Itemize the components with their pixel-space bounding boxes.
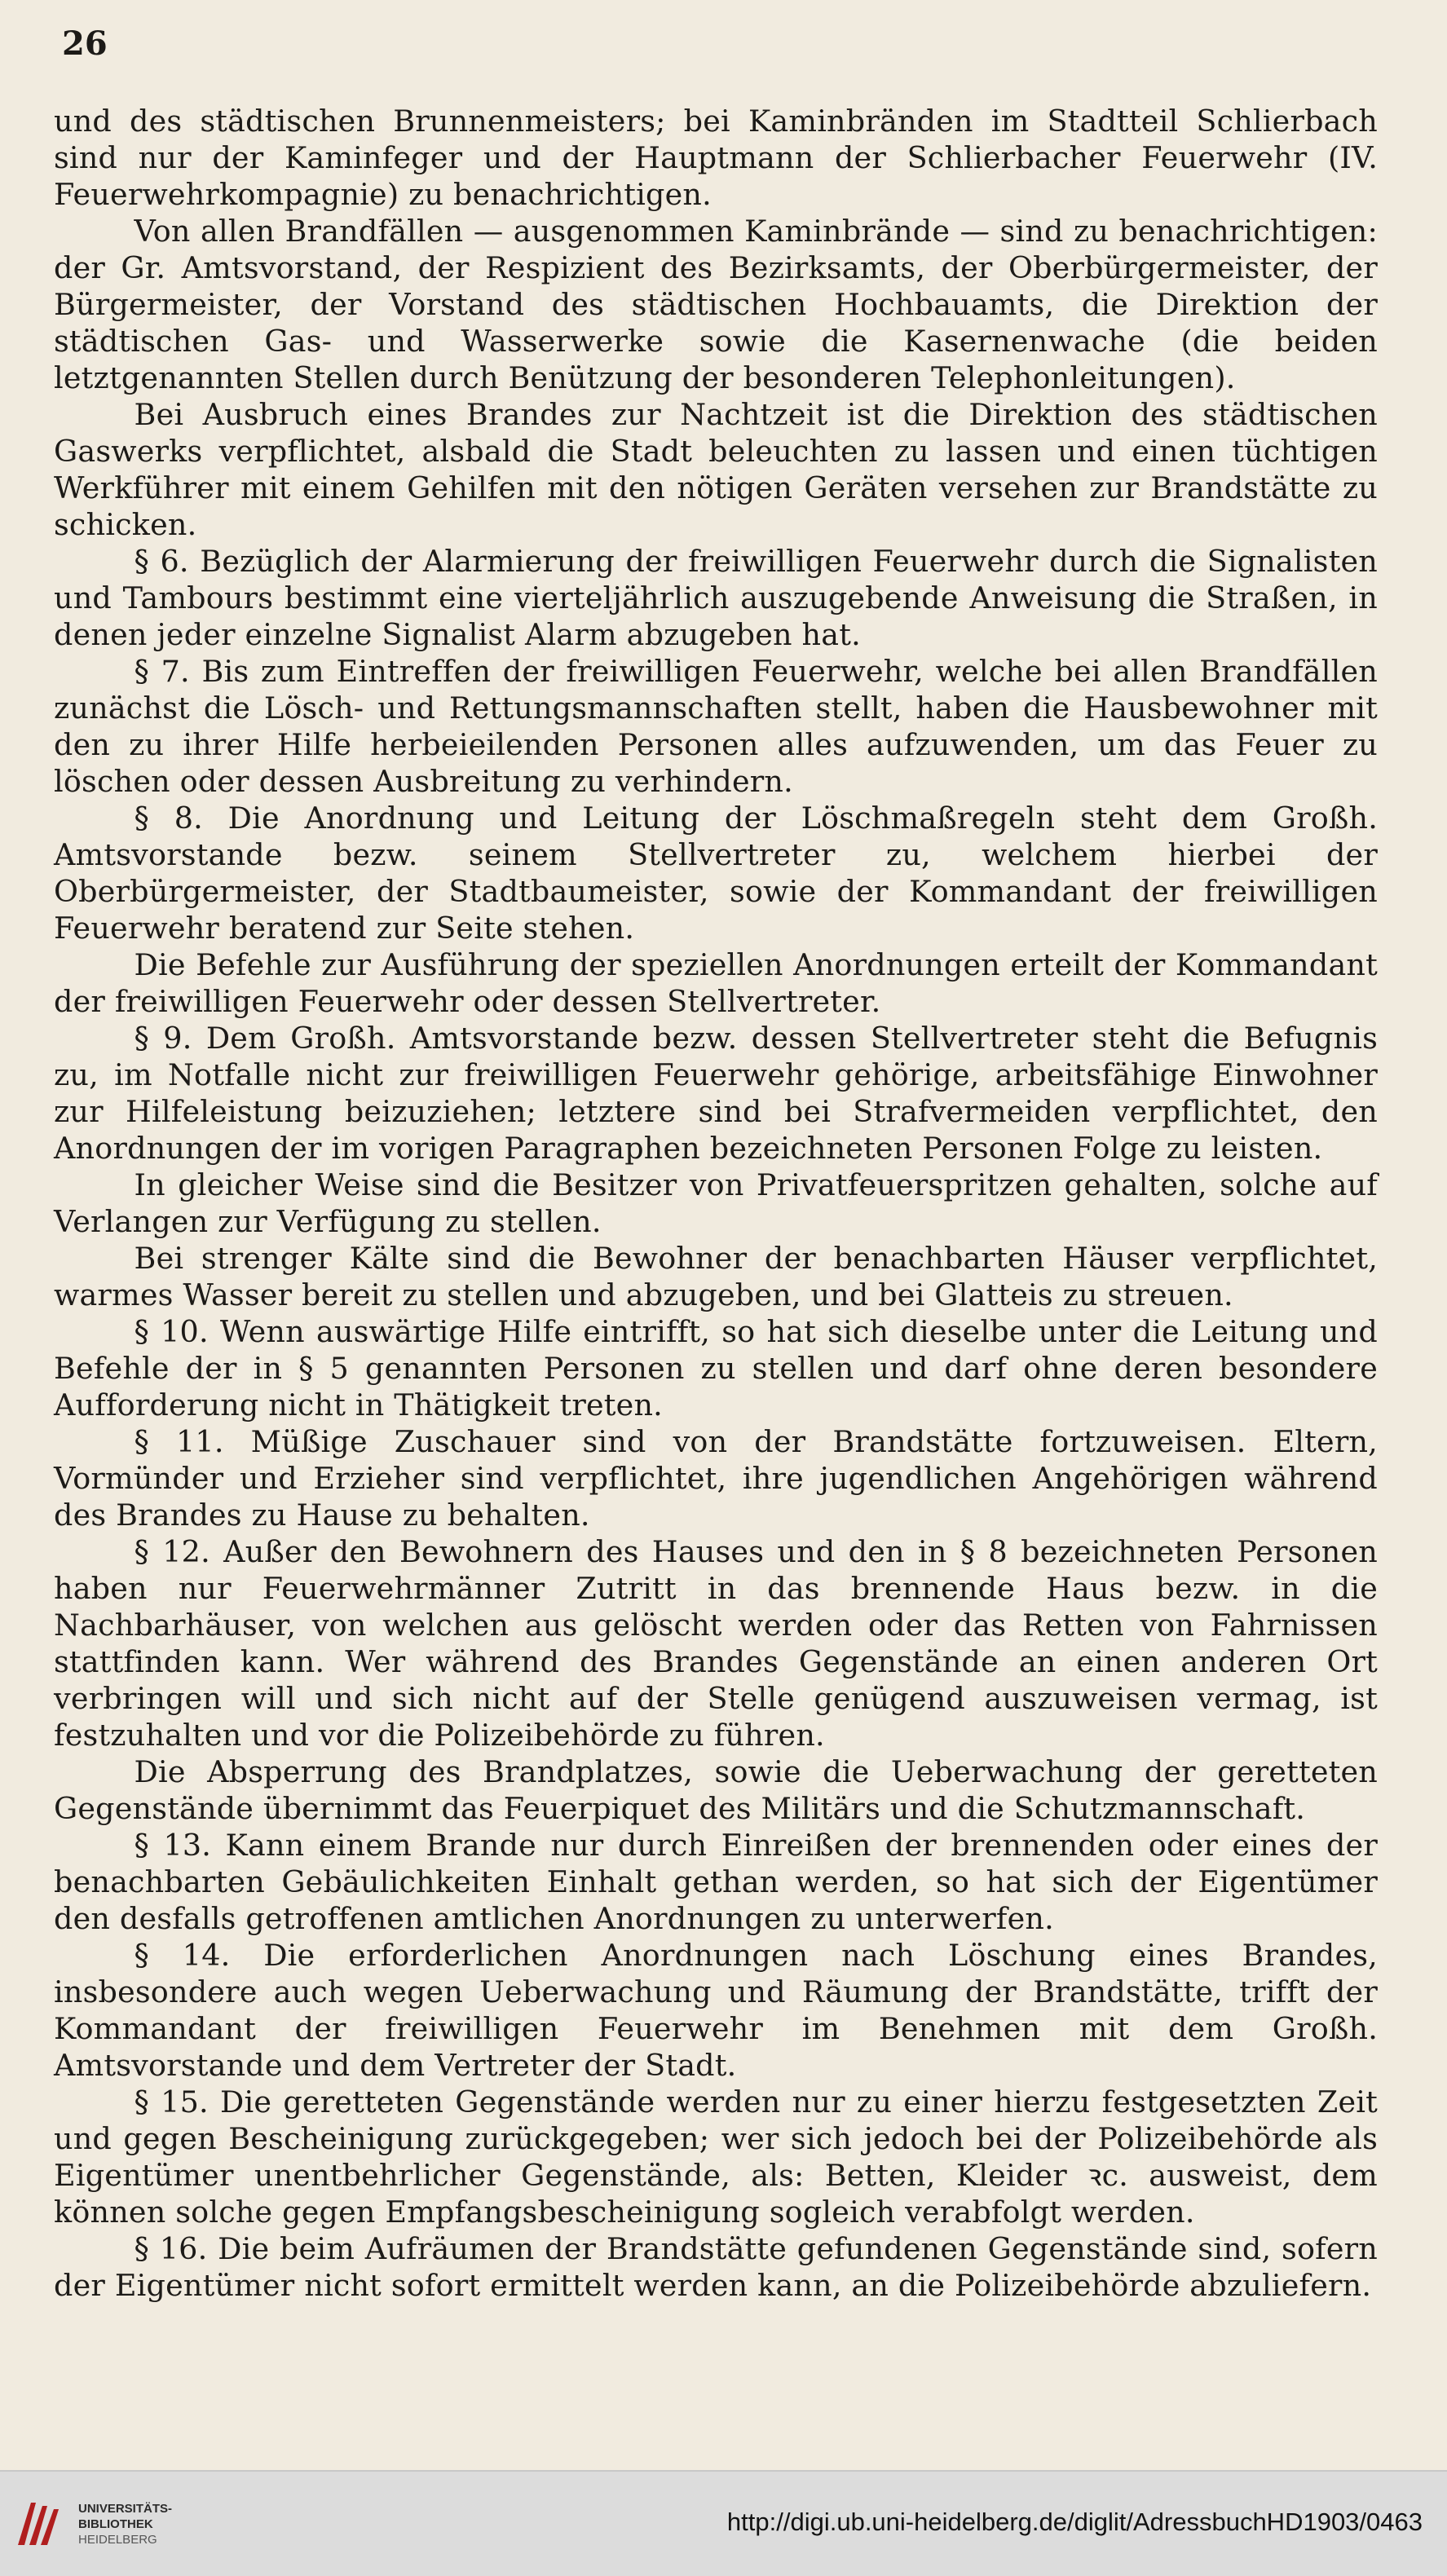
section-9-paragraph-3: Bei strenger Kälte sind die Bewohner der benachbarten Häuser verpflichtet, warmes Wasser bereit zu stellen und abzugeben, und bei Glatteis zu streuen. xyxy=(54,1241,1378,1312)
section-13: § 13. Kann einem Brande nur durch Einreißen der brennenden oder eines der benachbarten Gebäulichkeiten Einhalt gethan werden, so hat sich der Eigentümer den desfalls getroffenen amtlichen Anordnungen zu unterwerfen. xyxy=(54,1828,1378,1936)
library-logo-icon xyxy=(13,2498,65,2550)
section-8-paragraph-2: Die Befehle zur Ausführung der speziellen Anordnungen erteilt der Kommandant der freiwilligen Feuerwehr oder dessen Stellvertreter. xyxy=(54,947,1378,1019)
section-11: § 11. Müßige Zuschauer sind von der Brandstätte fortzuweisen. Eltern, Vormünder und Erzieher sind verpflichtet, ihre jugendlichen Angehörigen während des Brandes zu Hause zu behalten. xyxy=(54,1424,1378,1533)
library-name-line-2: BIBLIOTHEK xyxy=(78,2517,153,2531)
section-6: § 6. Bezüglich der Alarmierung der freiwilligen Feuerwehr durch die Signalisten und Tambours bestimmt eine vierteljährlich auszugebende Anweisung die Straßen, in denen jeder einzelne Signalist Alarm abzugeben hat. xyxy=(54,544,1378,652)
section-7: § 7. Bis zum Eintreffen der freiwilligen Feuerwehr, welche bei allen Brandfällen zunächst die Lösch- und Rettungsmannschaften stellt, haben die Hausbewohner mit den zu ihrer Hilfe herbeieilenden Personen alles aufzuwenden, um das Feuer zu löschen oder dessen Ausbreitung zu verhindern. xyxy=(54,654,1378,799)
paragraph-3: Bei Ausbruch eines Brandes zur Nachtzeit ist die Direktion des städtischen Gaswerks verpflichtet, alsbald die Stadt beleuchten zu lassen und einen tüchtigen Werkführer mit einem Gehilfen mit den nötigen Geräten versehen zur Brandstätte zu schicken. xyxy=(54,397,1378,542)
body-text xyxy=(54,103,1378,2304)
library-name-line-1: UNIVERSITÄTS- xyxy=(78,2502,173,2516)
section-12: § 12. Außer den Bewohnern des Hauses und den in § 8 bezeichneten Personen haben nur Feuerwehrmänner Zutritt in das brennende Haus bezw. in die Nachbarhäuser, von welchen aus gelöscht werden oder das Retten von Fahrnissen stattfinden kann. Wer während des Brandes Gegenstände an einen anderen Ort verbringen will und sich nicht auf der Stelle genügend auszuweisen vermag, ist festzuhalten und vor die Polizeibehörde zu führen. xyxy=(54,1534,1378,1753)
section-8: § 8. Die Anordnung und Leitung der Löschmaßregeln steht dem Großh. Amtsvorstande bezw. seinem Stellvertreter zu, welchem hierbei der Oberbürgermeister, der Stadtbaumeister, sowie der Kommandant der freiwilligen Feuerwehr beratend zur Seite stehen. xyxy=(54,801,1378,946)
library-name xyxy=(78,2501,172,2547)
section-16: § 16. Die beim Aufräumen der Brandstätte gefundenen Gegenstände sind, sofern der Eigentümer nicht sofort ermittelt werden kann, an die Polizeibehörde abzuliefern. xyxy=(54,2231,1378,2303)
source-url-link[interactable]: http://digi.ub.uni-heidelberg.de/diglit/AdressbuchHD1903/0463 xyxy=(726,2508,1423,2536)
section-9-paragraph-2: In gleicher Weise sind die Besitzer von Privatfeuerspritzen gehalten, solche auf Verlangen zur Verfügung zu stellen. xyxy=(54,1167,1378,1239)
library-name-line-3: HEIDELBERG xyxy=(78,2533,157,2547)
footer-bar xyxy=(0,2470,1447,2576)
section-9: § 9. Dem Großh. Amtsvorstande bezw. dessen Stellvertreter steht die Befugnis zu, im Notfalle nicht zur freiwilligen Feuerwehr gehörige, arbeitsfähige Einwohner zur Hilfeleistung beizuziehen; letztere sind bei Strafvermeiden verpflichtet, den Anordnungen der im vorigen Paragraphen bezeichneten Personen Folge zu leisten. xyxy=(54,1021,1378,1166)
page-number: 26 xyxy=(62,24,108,63)
section-15: § 15. Die geretteten Gegenstände werden nur zu einer hierzu festgesetzten Zeit und gegen Bescheinigung zurückgegeben; wer sich jedoch bei der Polizeibehörde als Eigentümer unentbehrlicher Gegenstände, als: Betten, Kleider ꝛc. ausweist, dem können solche gegen Empfangsbescheinigung sogleich verabfolgt werden. xyxy=(54,2084,1378,2230)
section-12-paragraph-2: Die Absperrung des Brandplatzes, sowie die Ueberwachung der geretteten Gegenstände übernimmt das Feuerpiquet des Militärs und die Schutzmannschaft. xyxy=(54,1754,1378,1826)
paragraph-2: Von allen Brandfällen — ausgenommen Kaminbrände — sind zu benachrichtigen: der Gr. Amtsvorstand, der Respizient des Bezirksamts, der Oberbürgermeister, der Bürgermeister, der Vorstand des städtischen Hochbauamts, die Direktion der städtischen Gas- und Wasserwerke sowie die Kasernenwache (die beiden letztgenannten Stellen durch Benützung der besonderen Telephonleitungen). xyxy=(54,214,1378,395)
section-10: § 10. Wenn auswärtige Hilfe eintrifft, so hat sich dieselbe unter die Leitung und Befehle der in § 5 genannten Personen zu stellen und darf ohne deren besondere Aufforderung nicht in Thätigkeit treten. xyxy=(54,1314,1378,1423)
paragraph-1: und des städtischen Brunnenmeisters; bei Kaminbränden im Stadtteil Schlierbach sind nur der Kaminfeger und der Hauptmann der Schlierbacher Feuerwehr (IV. Feuerwehrkompagnie) zu benachrichtigen. xyxy=(54,104,1378,212)
section-14: § 14. Die erforderlichen Anordnungen nach Löschung eines Brandes, insbesondere auch wegen Ueberwachung und Räumung der Brandstätte, trifft der Kommandant der freiwilligen Feuerwehr im Benehmen mit dem Großh. Amtsvorstande und dem Vertreter der Stadt. xyxy=(54,1938,1378,2083)
